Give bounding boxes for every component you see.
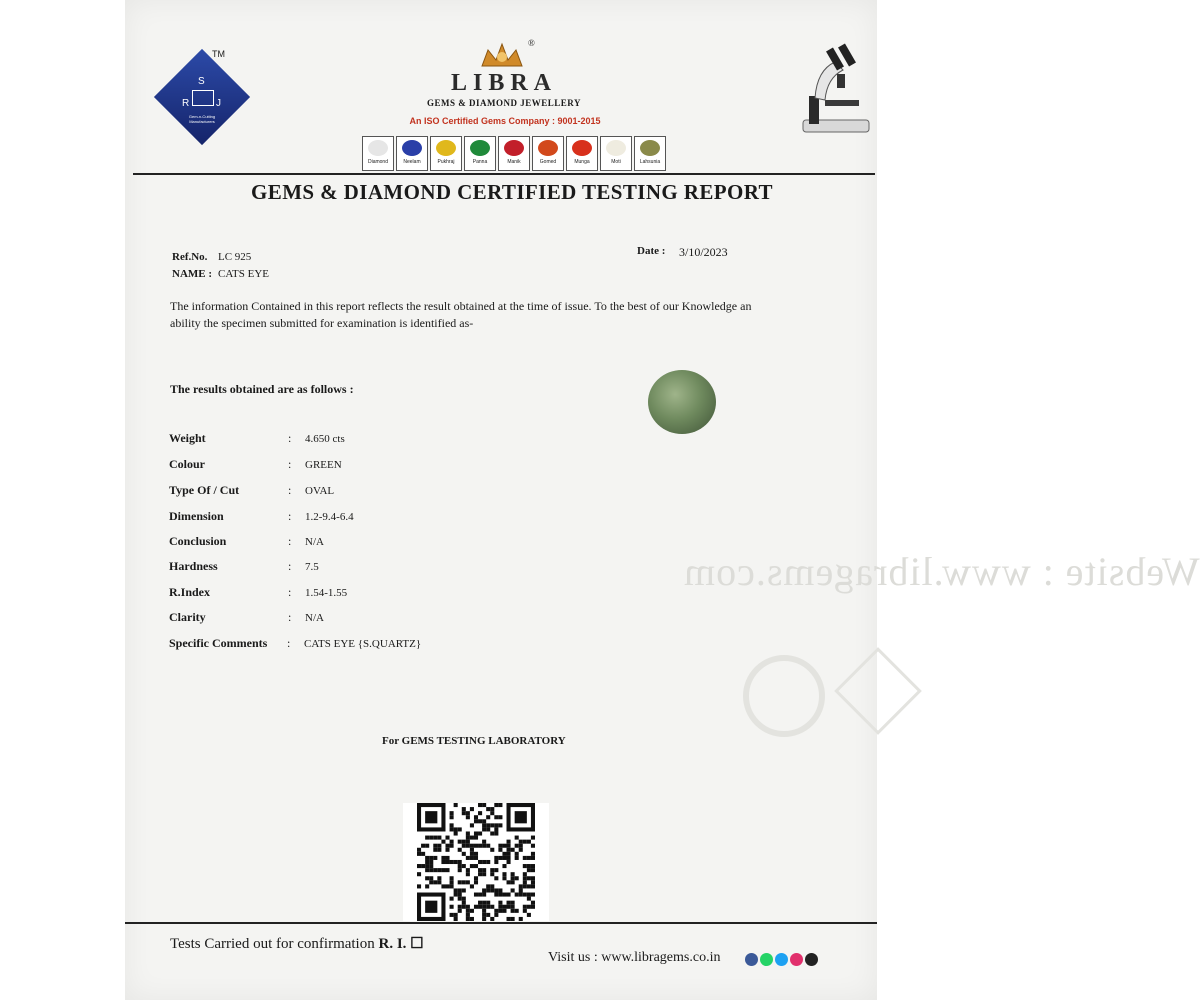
field-value: 4.650 cts xyxy=(305,433,345,445)
tests-text: Tests Carried out for confirmation xyxy=(170,936,375,952)
website-link[interactable]: Visit us : www.libragems.co.in xyxy=(548,950,721,965)
date-label: Date : xyxy=(637,245,666,257)
field-value: N/A xyxy=(305,612,324,624)
seal-watermark xyxy=(743,655,825,737)
field-label: Weight xyxy=(169,431,206,445)
field-label: R.Index xyxy=(169,585,211,599)
gem-tile xyxy=(362,136,394,171)
ri-checkbox-label: R. I. ☐ xyxy=(378,936,424,952)
field-colon: : xyxy=(288,483,292,497)
rsj-letter-j: J xyxy=(216,98,221,109)
lab-signature-line: For GEMS TESTING LABORATORY xyxy=(382,735,566,747)
results-heading: The results obtained are as follows : xyxy=(170,382,354,396)
gem-icon xyxy=(368,140,388,156)
gem-tile xyxy=(498,136,530,171)
social-icon[interactable] xyxy=(790,953,803,966)
footer-divider xyxy=(125,922,877,924)
iso-line: An ISO Certified Gems Company : 9001-2015 xyxy=(409,116,601,126)
field-colon: : xyxy=(288,457,292,471)
gem-label: Gomed xyxy=(539,159,557,165)
name-value: CATS EYE xyxy=(218,268,270,280)
field-colon: : xyxy=(287,636,291,650)
company-subtitle: GEMS & DIAMOND JEWELLERY xyxy=(427,98,581,108)
gem-label: Manik xyxy=(507,159,521,165)
gem-icon xyxy=(606,140,626,156)
ref-label: Ref.No. xyxy=(172,251,208,263)
tests-line xyxy=(170,934,424,953)
diamond-outline-icon xyxy=(192,90,214,106)
trademark-mark: TM xyxy=(212,49,225,59)
gem-tile xyxy=(600,136,632,171)
lion-crown-icon xyxy=(478,40,526,70)
rsj-logo-text xyxy=(160,64,244,148)
gem-tile xyxy=(464,136,496,171)
field-label: Conclusion xyxy=(169,534,227,548)
gems-strip xyxy=(362,136,666,171)
field-label: Hardness xyxy=(169,559,218,573)
field-value: N/A xyxy=(305,536,324,548)
header-divider xyxy=(133,173,875,175)
field-colon: : xyxy=(288,585,292,599)
registered-mark: ® xyxy=(528,38,535,48)
field-label: Colour xyxy=(169,457,205,471)
field-colon: : xyxy=(288,509,292,523)
social-icon[interactable] xyxy=(805,953,818,966)
field-value: 1.54-1.55 xyxy=(305,587,348,599)
gem-icon xyxy=(436,140,456,156)
field-label: Dimension xyxy=(169,509,224,523)
field-value: CATS EYE {S.QUARTZ} xyxy=(304,638,422,650)
social-icon[interactable] xyxy=(760,953,773,966)
gem-label: Diamond xyxy=(367,159,388,165)
rsj-letter-s: S xyxy=(198,76,205,87)
field-colon: : xyxy=(288,559,292,573)
field-value: 1.2-9.4-6.4 xyxy=(305,511,354,523)
gem-tile xyxy=(532,136,564,171)
diamond-watermark xyxy=(834,647,922,735)
name-label: NAME : xyxy=(172,268,213,280)
gem-label: Panna xyxy=(472,159,488,165)
social-icon[interactable] xyxy=(775,953,788,966)
gem-label: Pukhraj xyxy=(437,159,455,165)
social-icons xyxy=(745,953,818,966)
field-value: OVAL xyxy=(305,485,335,497)
field-label: Specific Comments xyxy=(169,636,268,650)
field-label: Clarity xyxy=(169,610,206,624)
field-value: GREEN xyxy=(305,459,342,471)
gem-label: Munga xyxy=(574,159,590,165)
gem-icon xyxy=(572,140,592,156)
gem-tile xyxy=(634,136,666,171)
field-label: Type Of / Cut xyxy=(169,483,240,497)
gem-label: Lahsunia xyxy=(639,159,661,165)
cats-eye-gem-photo xyxy=(648,370,716,434)
gem-tile xyxy=(566,136,598,171)
field-colon: : xyxy=(288,431,292,445)
rsj-letter-r: R xyxy=(182,98,190,109)
gem-tile xyxy=(396,136,428,171)
gem-icon xyxy=(504,140,524,156)
field-colon: : xyxy=(288,610,292,624)
gem-label: Neelam xyxy=(403,159,421,165)
intro-paragraph: The information Contained in this report reflects the result obtained at the time of issue. To the best of our Knowledge an ability the specimen submitted for examination is identified as- xyxy=(170,299,752,330)
company-name: LIBRA xyxy=(450,70,558,96)
gem-icon xyxy=(402,140,422,156)
microscope-icon xyxy=(795,40,873,136)
website-watermark: Website : www.libragems.com xyxy=(683,549,1200,594)
gem-icon xyxy=(538,140,558,156)
ref-value: LC 925 xyxy=(218,251,252,263)
report-title: GEMS & DIAMOND CERTIFIED TESTING REPORT xyxy=(251,180,773,204)
gem-icon xyxy=(640,140,660,156)
field-value: 7.5 xyxy=(305,561,319,573)
rsj-subtitle: Gem-n-Cutting Manufacturers xyxy=(188,114,216,124)
social-icon[interactable] xyxy=(745,953,758,966)
date-value: 3/10/2023 xyxy=(679,245,728,259)
gem-tile xyxy=(430,136,462,171)
qr-code xyxy=(403,803,549,921)
gem-icon xyxy=(470,140,490,156)
field-colon: : xyxy=(288,534,292,548)
gem-label: Moti xyxy=(611,159,621,165)
